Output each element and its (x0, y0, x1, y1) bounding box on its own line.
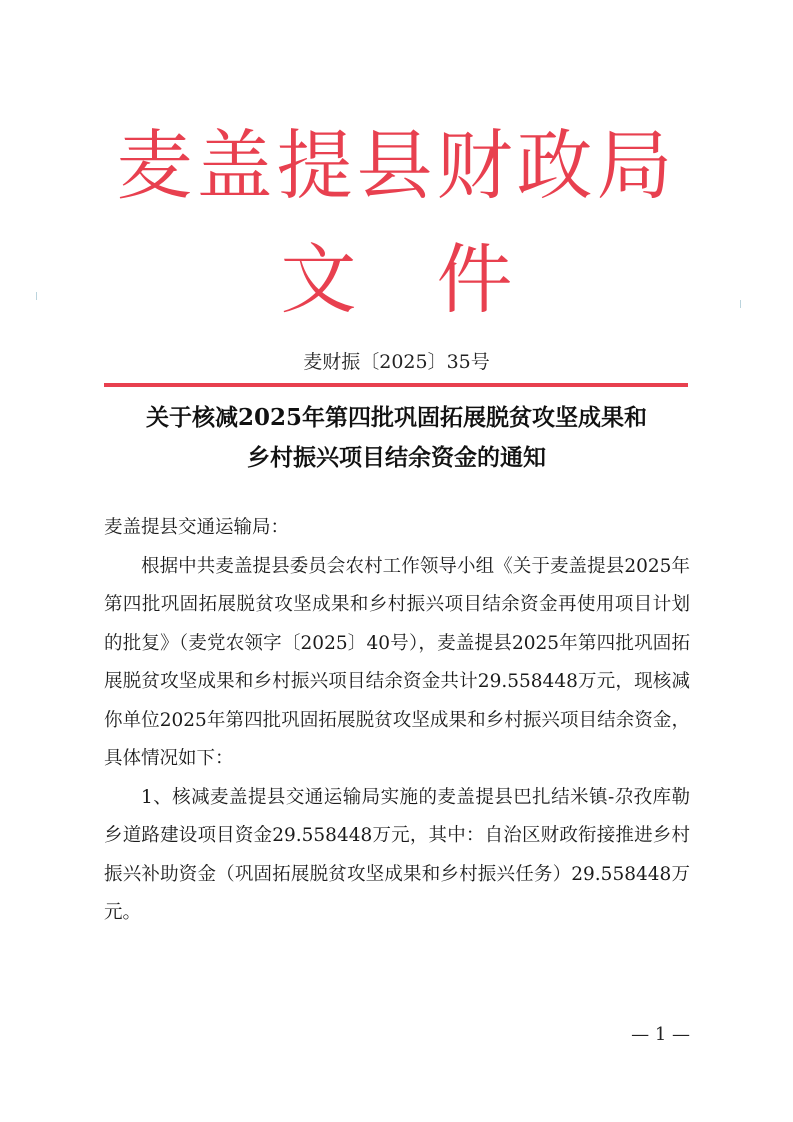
scan-edge-mark-right (740, 300, 741, 308)
issuing-organization-header: 麦盖提县财政局 (116, 121, 677, 210)
title-line-2: 乡村振兴项目结余资金的通知 (247, 444, 546, 471)
document-number: 麦财振〔2025〕35号 (303, 351, 490, 373)
title-line-1: 关于核减2025年第四批巩固拓展脱贫攻坚成果和 (145, 404, 647, 431)
addressee: 麦盖提县交通运输局： (104, 517, 290, 538)
document-body (104, 509, 690, 933)
red-separator-line (104, 383, 688, 387)
page-number: — 1 — (631, 1024, 690, 1045)
scan-edge-mark-left (36, 292, 37, 300)
document-title (90, 398, 703, 478)
document-word-header: 文件 (280, 235, 593, 324)
body-paragraph-2: 1、核减麦盖提县交通运输局实施的麦盖提县巴扎结米镇-尕孜库勒乡道路建设项目资金29.558448万元，其中：自治区财政衔接推进乡村振兴补助资金（巩固拓展脱贫攻坚成果和乡村振兴任务）29.558448万元。 (104, 786, 690, 923)
body-paragraph-1: 根据中共麦盖提县委员会农村工作领导小组《关于麦盖提县2025年第四批巩固拓展脱贫攻坚成果和乡村振兴项目结余资金再使用项目计划的批复》（麦党农领字〔2025〕40号），麦盖提县2025年第四批巩固拓展脱贫攻坚成果和乡村振兴项目结余资金共计29.558448万元，现核减你单位2025年第四批巩固拓展脱贫攻坚成果和乡村振兴项目结余资金，具体情况如下： (104, 555, 690, 769)
